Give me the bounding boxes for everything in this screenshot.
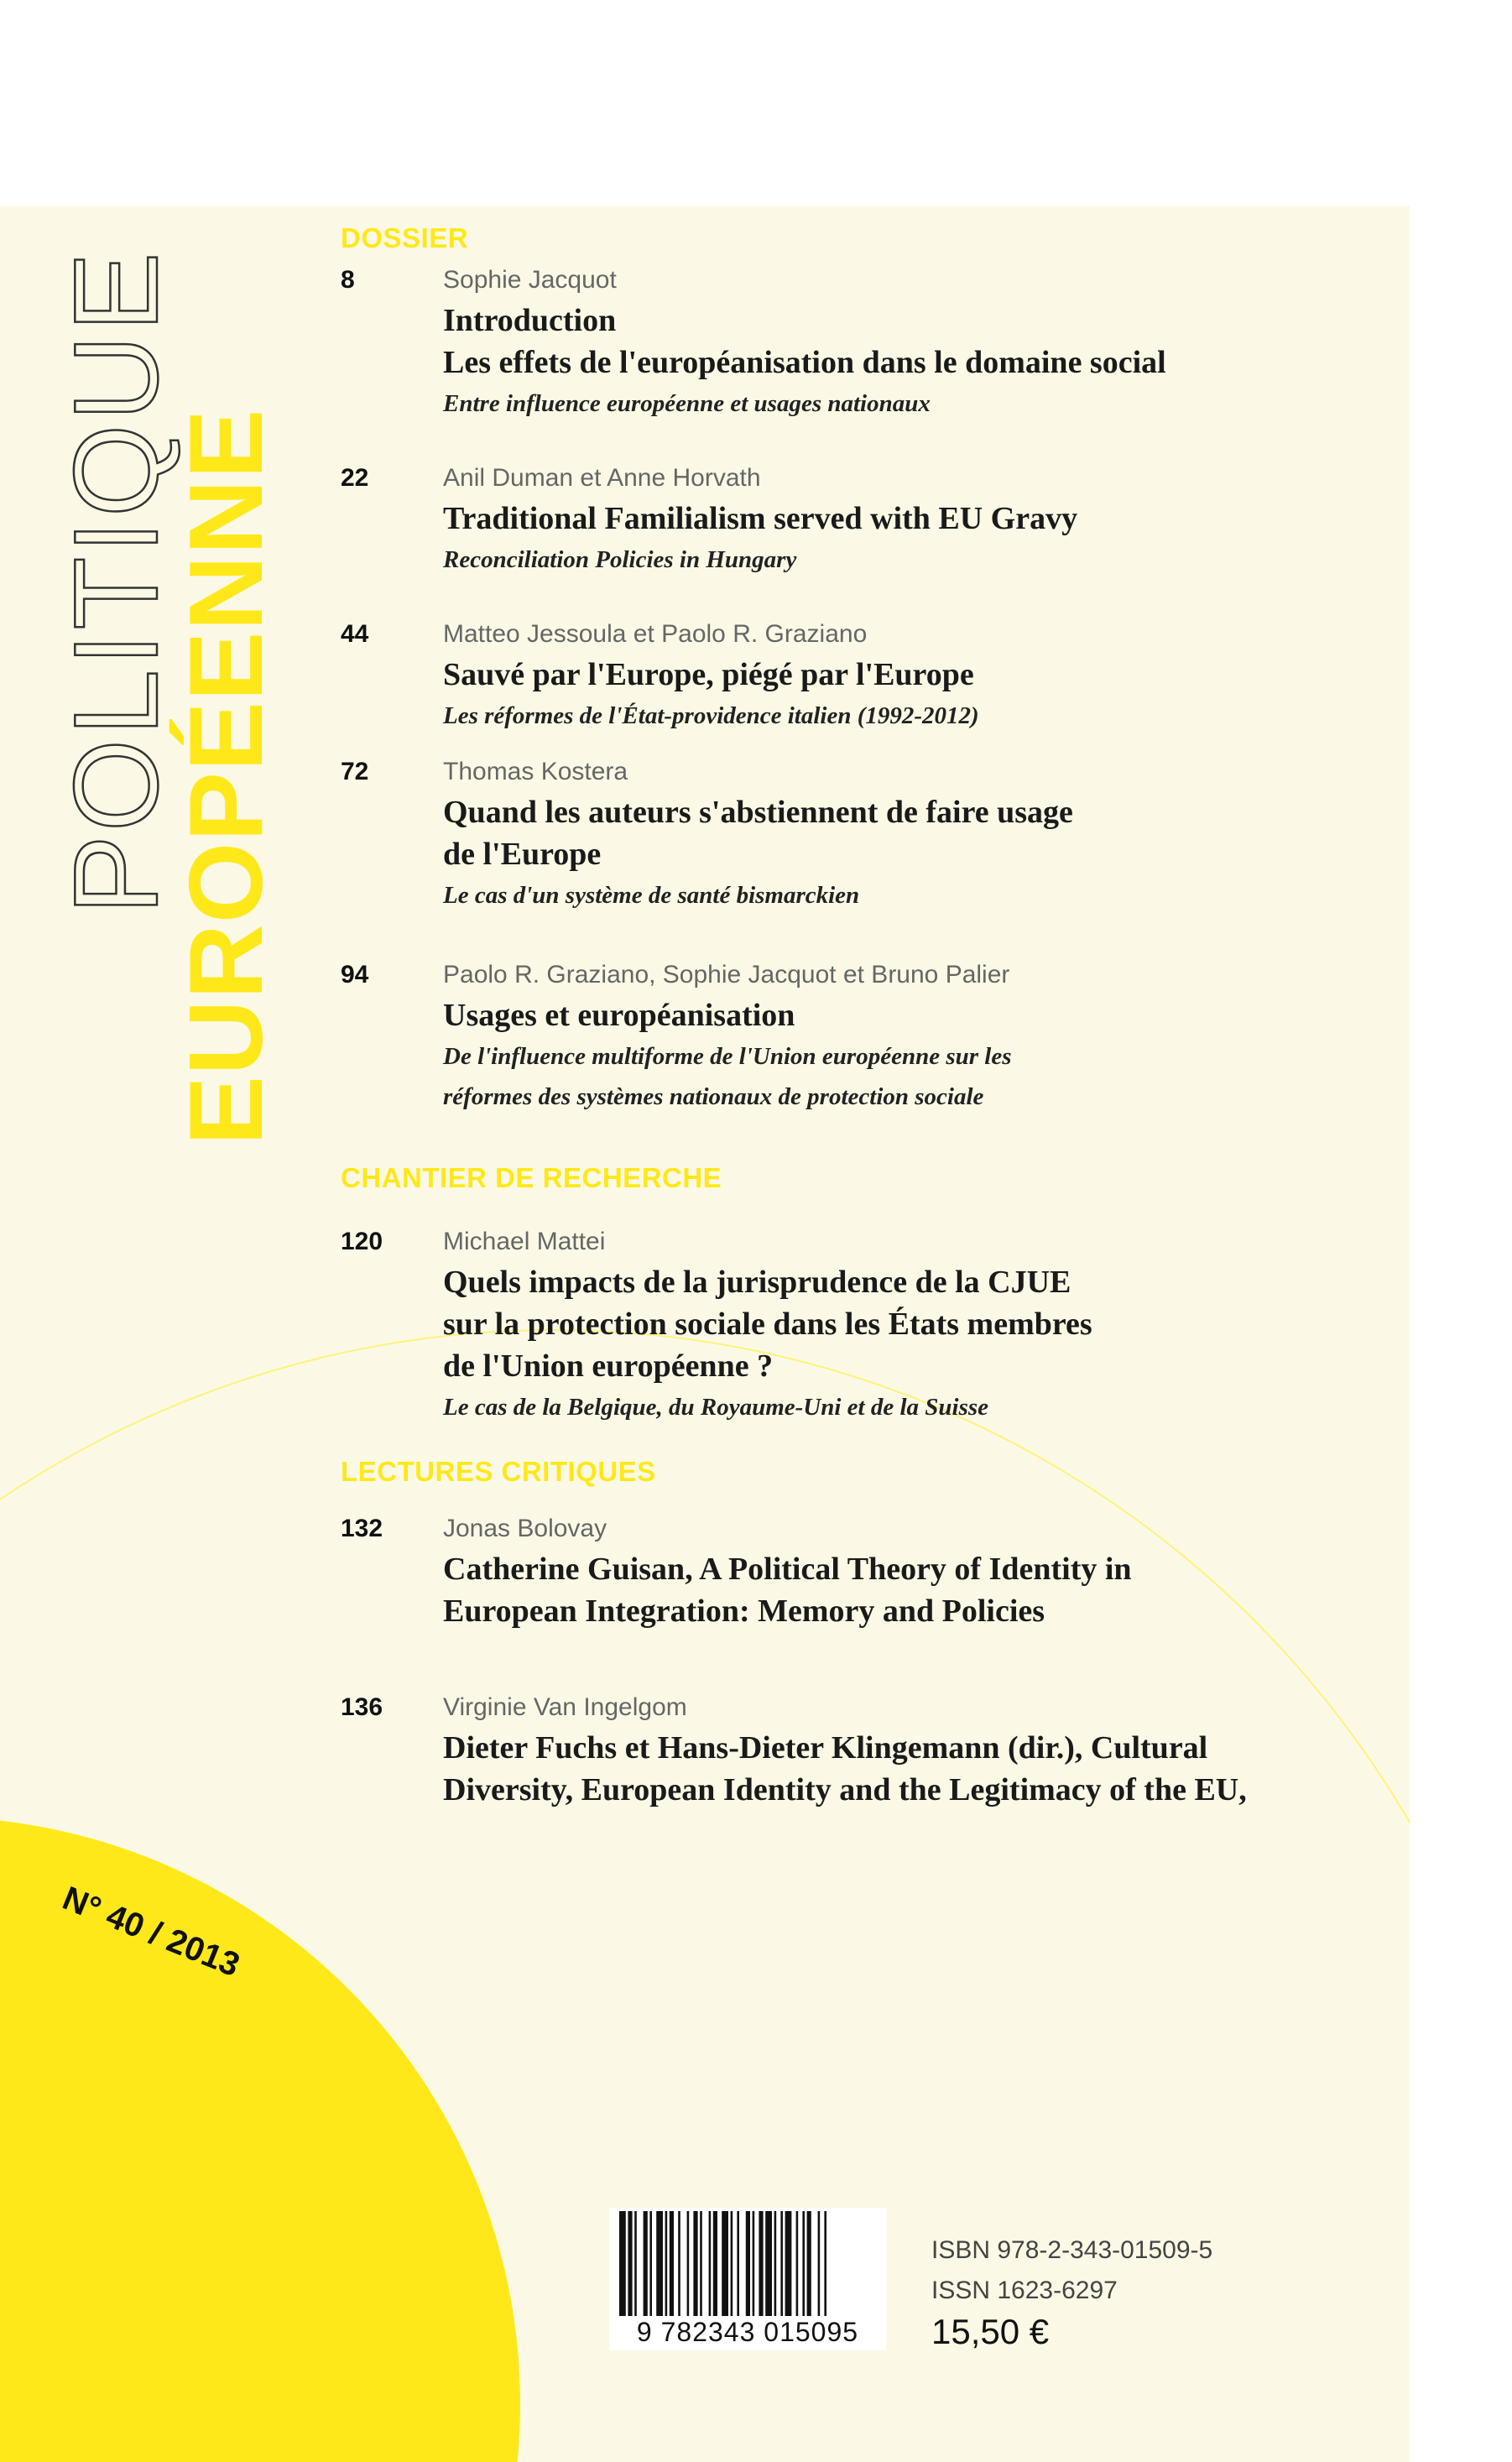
article-title: Quand les auteurs s'abstiennent de faire usage [443, 795, 1073, 830]
article-title: Diversity, European Identity and the Legitimacy of the EU, [443, 1772, 1247, 1807]
article-subtitle: Les réformes de l'État-providence italien (1992-2012) [443, 702, 979, 729]
author: Anil Duman et Anne Horvath [443, 464, 761, 492]
article-title: Traditional Familialism served with EU Gravy [443, 501, 1078, 536]
page-number: 22 [341, 464, 369, 492]
page-number: 72 [341, 758, 369, 785]
article-title: sur la protection sociale dans les États membres [443, 1307, 1092, 1342]
page-number: 132 [341, 1515, 383, 1542]
article-subtitle: Entre influence européenne et usages nationaux [443, 390, 931, 417]
page-number: 136 [341, 1693, 383, 1721]
author: Jonas Bolovay [443, 1515, 607, 1542]
back-cover: POLITIQUE EUROPÉENNE DOSSIER 8 Sophie Jacquot Introduction Les effets de l'européanisation dans le domaine social Entre influence européenne et usages nationaux 22 Anil Duman et Anne Horvath Traditional Familialism served with EU Gravy Reconciliation Policies in Hungary 44 Matteo Jessoula et Paolo R. Graziano Sauvé par l'Europe, piégé par l'Europe Les réformes de l'État-providence italien (1992-2012) 72 Thomas Kostera Quand les auteurs s'abstiennent de faire usage de l'Europe Le cas d'un système de santé bismarckien 94 Paolo R. Graziano, Sophie Jacquot et Bruno Palier Usages et européanisation De l'influence multiforme de l'Union européenne sur les réformes des systèmes nationaux de protection sociale CHANTIER DE RECHERCHE 120 Michael Mattei Quels impacts de la jurisprudence de la CJUE sur la protection sociale dans les États membres de l'Union européenne ? Le cas de la Belgique, du Royaume-Uni et de la Suisse LECTURES CRITIQUES 132 Jonas Bolovay Catherine Guisan, A Political Theory of Identity in European Integration: Memory and Policies 136 Virginie Van Ingelgom Dieter Fuchs et Hans-Dieter Klingemann (dir.), Cultural Diversity, European Identity and the Legitimacy of the EU, N° 40 / 2013 9 782343 015095 ISBN 978-2-343-01509-5 ISSN 1623-6297 15,50 € [0, 206, 1410, 2462]
page-number: 120 [341, 1228, 383, 1255]
price: 15,50 € [931, 2312, 1050, 2351]
section-chantier: CHANTIER DE RECHERCHE [341, 1162, 722, 1193]
page-number: 94 [341, 961, 369, 988]
barcode-number: 9 782343 015095 [636, 2317, 859, 2347]
page-number: 8 [341, 266, 355, 294]
article-subtitle: Le cas d'un système de santé bismarckien [443, 882, 860, 909]
barcode [609, 2208, 886, 2350]
article-title: de l'Europe [443, 837, 602, 872]
page-number: 44 [341, 620, 369, 648]
author: Michael Mattei [443, 1228, 606, 1255]
article-subtitle: De l'influence multiforme de l'Union européenne sur les [443, 1043, 1012, 1070]
article-title: Catherine Guisan, A Political Theory of Identity in [443, 1552, 1132, 1587]
author: Sophie Jacquot [443, 266, 617, 294]
article-title: European Integration: Memory and Policies [443, 1594, 1045, 1629]
barcode-bars [616, 2211, 893, 2316]
author: Thomas Kostera [443, 758, 628, 785]
article-title: Les effets de l'européanisation dans le domaine social [443, 345, 1166, 380]
article-subtitle: Le cas de la Belgique, du Royaume-Uni et de la Suisse [443, 1394, 989, 1421]
section-lectures: LECTURES CRITIQUES [341, 1456, 656, 1487]
article-title: de l'Union européenne ? [443, 1348, 774, 1384]
issue-number: N° 40 / 2013 [57, 1880, 245, 1985]
author: Paolo R. Graziano, Sophie Jacquot et Bruno Palier [443, 961, 1010, 988]
article-title: Introduction [443, 303, 617, 338]
isbn: ISBN 978-2-343-01509-5 [931, 2236, 1213, 2264]
article-subtitle: réformes des systèmes nationaux de protection sociale [443, 1083, 984, 1110]
article-title: Quels impacts de la jurisprudence de la CJUE [443, 1265, 1071, 1300]
section-dossier: DOSSIER [341, 222, 469, 253]
author: Virginie Van Ingelgom [443, 1693, 687, 1721]
article-subtitle: Reconciliation Policies in Hungary [443, 546, 797, 573]
article-title: Sauvé par l'Europe, piégé par l'Europe [443, 657, 974, 692]
article-title: Usages et européanisation [443, 998, 795, 1033]
author: Matteo Jessoula et Paolo R. Graziano [443, 620, 868, 648]
issn: ISSN 1623-6297 [931, 2277, 1118, 2304]
article-title: Dieter Fuchs et Hans-Dieter Klingemann (dir.), Cultural [443, 1730, 1208, 1766]
